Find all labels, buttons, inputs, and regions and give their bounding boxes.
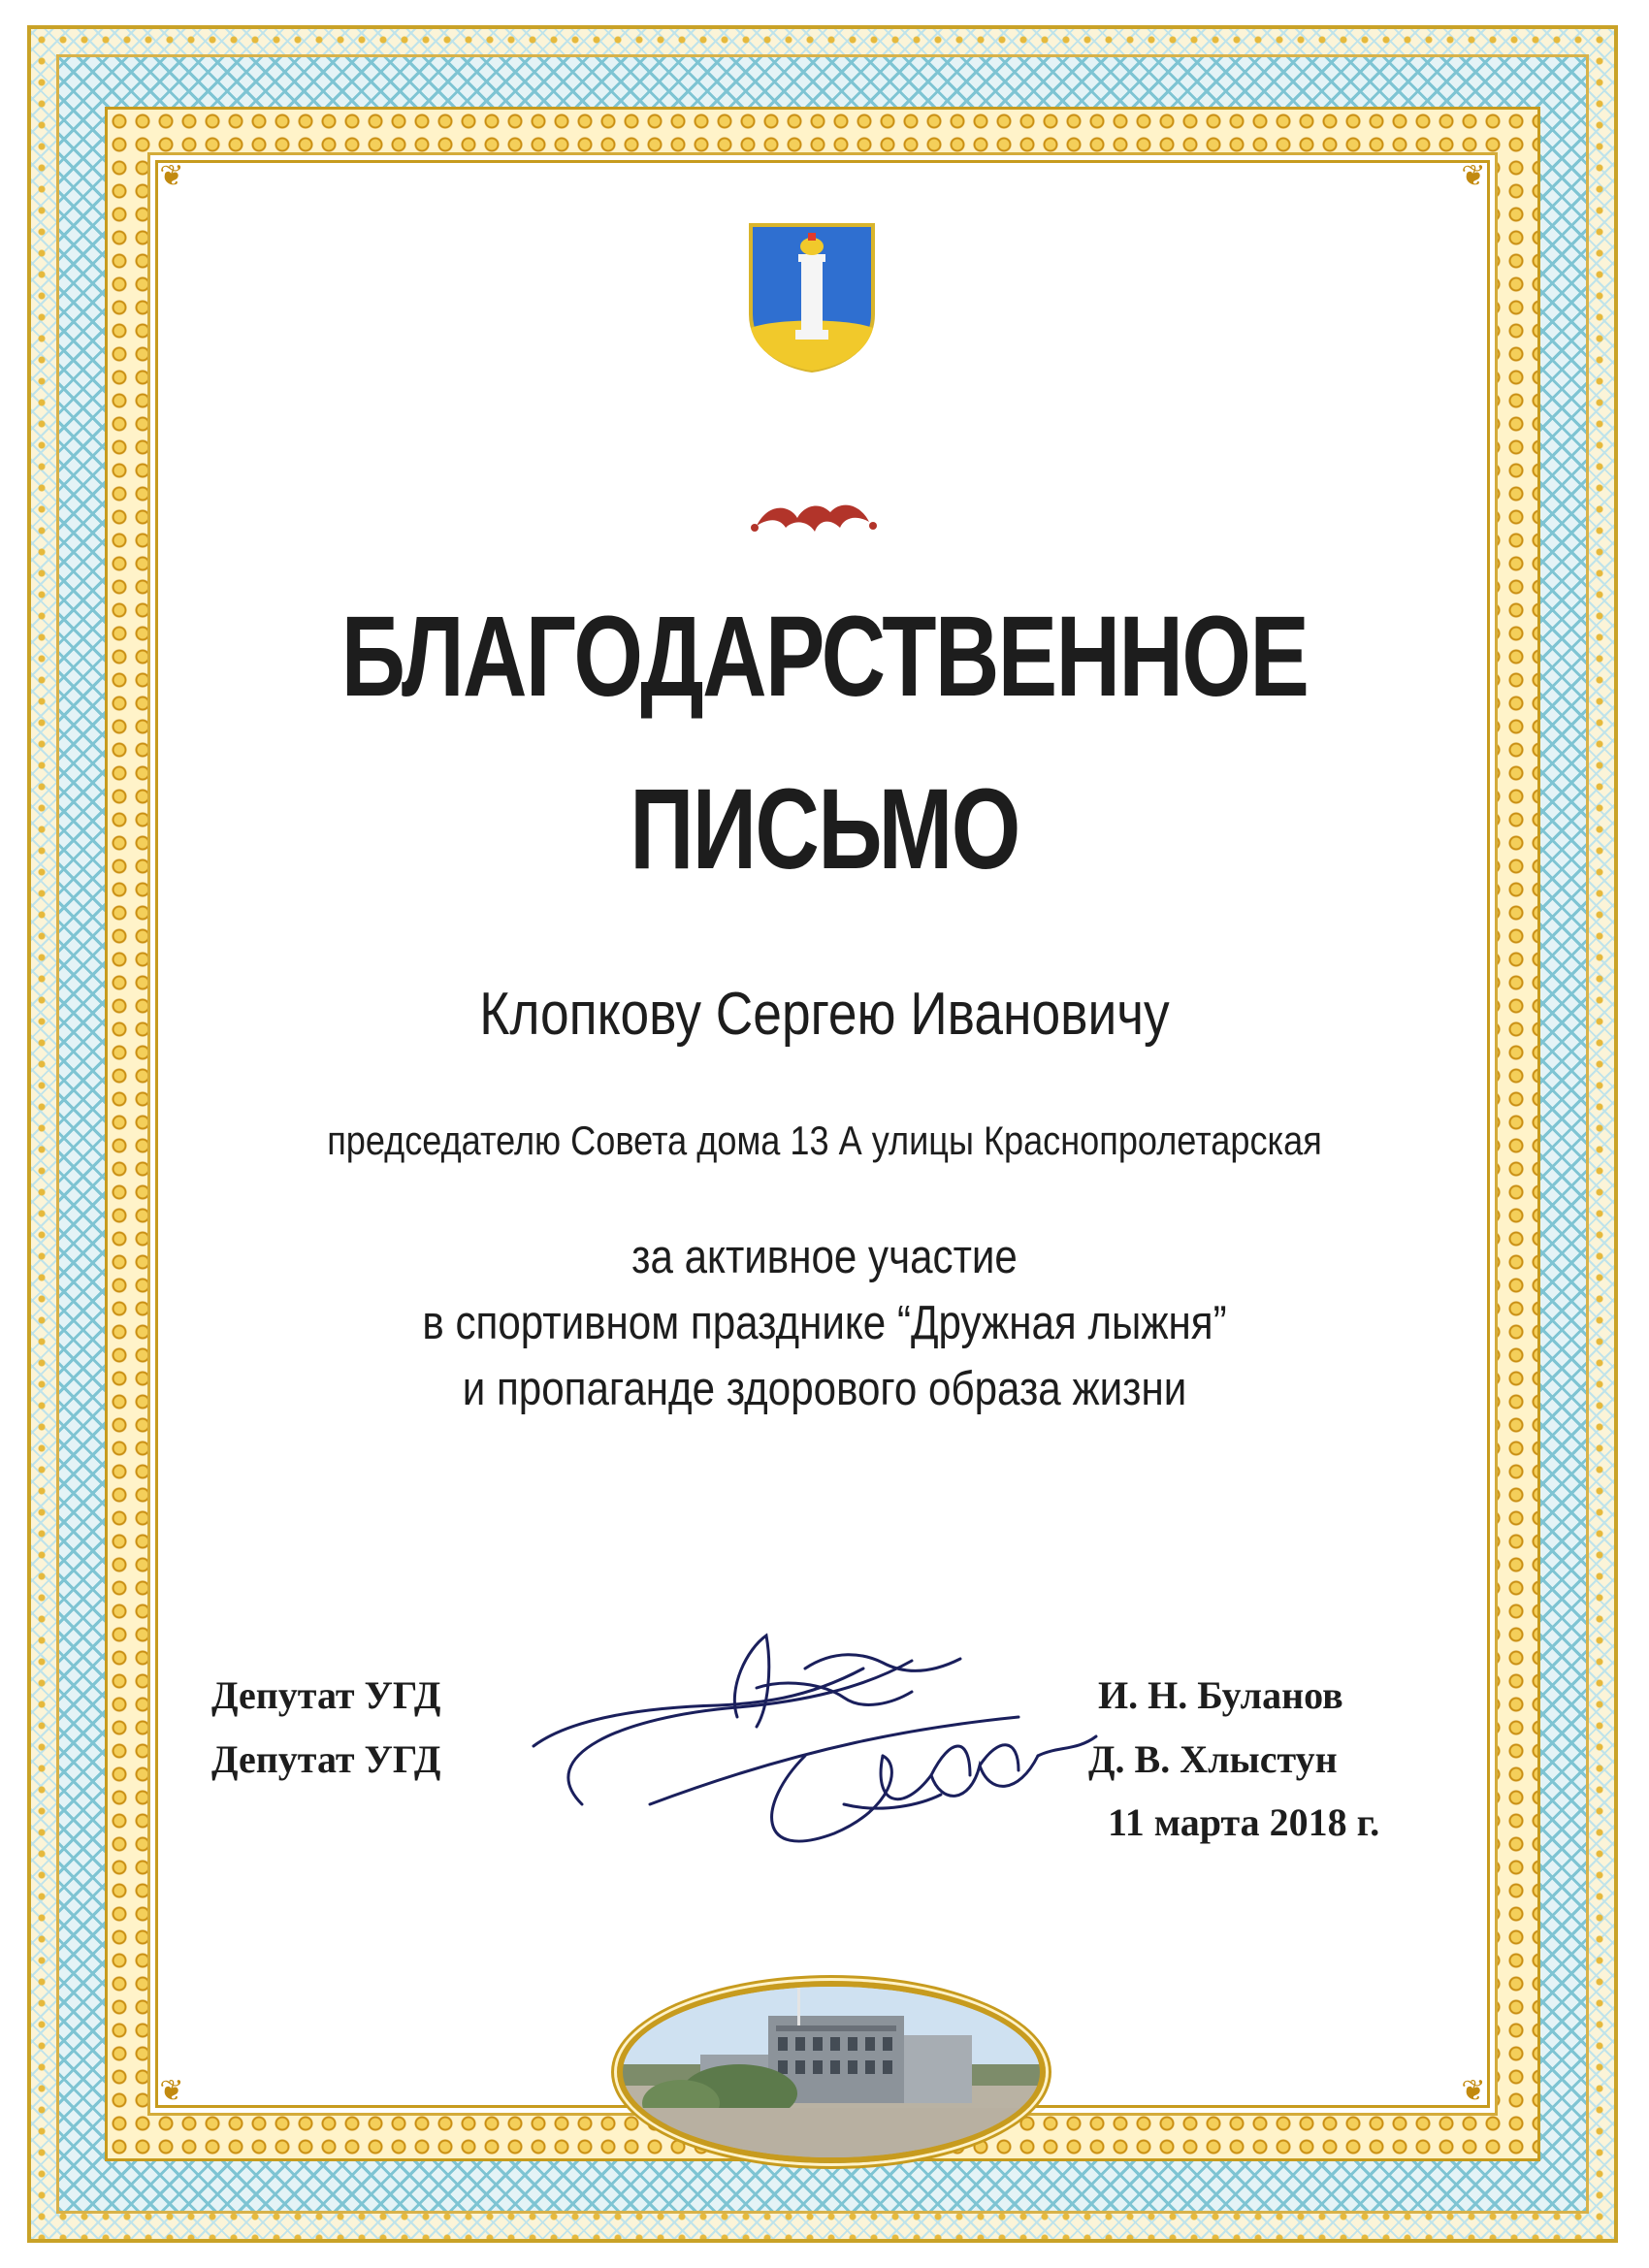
coat-of-arms-icon [747,221,877,373]
city-building-medallion [617,1981,1046,2163]
building-illustration [623,1987,1040,2157]
recipient-name: Клопкову Сергею Ивановичу [479,981,1170,1048]
signatory-title-2: Депутат УГД [211,1737,441,1781]
handwritten-signatures [514,1610,1116,1882]
recipient-position: председателю Совета дома 13 А улицы Краснопролетарская [327,1118,1322,1163]
signatory-name-1: И. Н. Буланов [1098,1673,1343,1717]
decorative-flourish-icon [747,497,883,541]
document-title-line-1: БЛАГОДАРСТВЕННОЕ [340,593,1309,721]
corner-ornament-icon: ❦ [159,2075,184,2107]
reason-line-1: за активное участие [631,1231,1018,1283]
reason-line-2: в спортивном празднике “Дружная лыжня” [422,1297,1227,1349]
document-title-line-2: ПИСЬМО [630,765,1019,893]
corner-ornament-icon: ❦ [1461,2075,1486,2107]
signatory-title-1: Депутат УГД [211,1673,441,1717]
corner-ornament-icon: ❦ [159,160,184,192]
signatory-name-2: Д. В. Хлыстун [1088,1737,1338,1781]
document-date: 11 марта 2018 г. [1108,1800,1380,1844]
corner-ornament-icon: ❦ [1461,160,1486,192]
reason-line-3: и пропаганде здорового образа жизни [462,1363,1187,1415]
